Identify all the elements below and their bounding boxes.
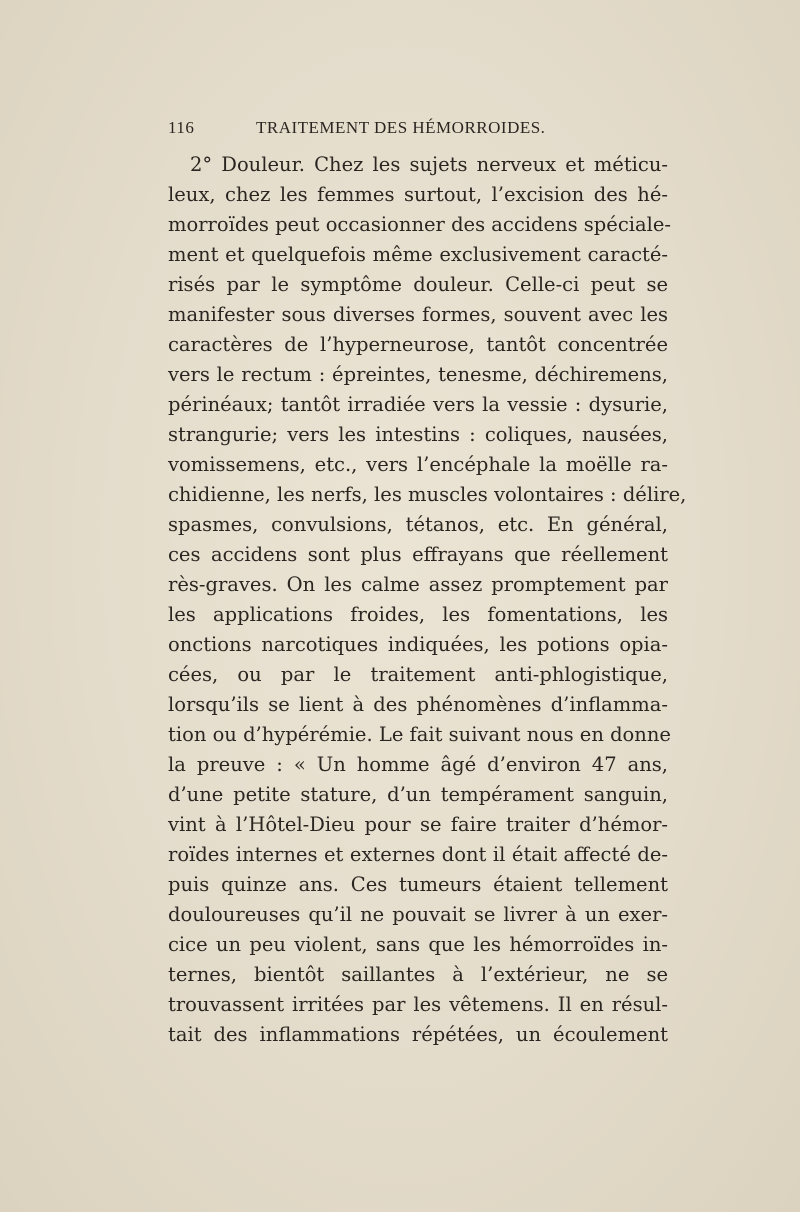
- text-line: onctions narcotiques indiquées, les potions opia-: [168, 633, 668, 656]
- text-line: cice un peu violent, sans que les hémorroïdes in-: [168, 933, 668, 956]
- text-line: tait des inflammations répétées, un écoulement: [168, 1023, 668, 1046]
- text-line: 2° Douleur. Chez les sujets nerveux et méticu-: [190, 153, 668, 176]
- text-line: leux, chez les femmes surtout, l’excision des hé-: [168, 183, 668, 206]
- text-line: puis quinze ans. Ces tumeurs étaient tellement: [168, 873, 668, 896]
- text-line: les applications froides, les fomentations, les: [168, 603, 668, 626]
- text-line: strangurie; vers les intestins : coliques, nausées,: [168, 423, 668, 446]
- text-line: manifester sous diverses formes, souvent avec les: [168, 303, 668, 326]
- text-line: spasmes, convulsions, tétanos, etc. En général,: [168, 513, 668, 536]
- text-line: trouvassent irritées par les vêtemens. Il en résul-: [168, 993, 668, 1016]
- text-line: chidienne, les nerfs, les muscles volontaires : délire,: [168, 483, 687, 506]
- text-line: ment et quelquefois même exclusivement caracté-: [168, 243, 668, 266]
- running-title: TRAITEMENT DES HÉMORROIDES.: [256, 118, 546, 137]
- text-line: lorsqu’ils se lient à des phénomènes d’inflamma-: [168, 693, 668, 716]
- text-line: caractères de l’hyperneurose, tantôt concentrée: [168, 333, 668, 356]
- text-line: rès-graves. On les calme assez promptement par: [168, 573, 668, 596]
- text-line: douloureuses qu’il ne pouvait se livrer à un exer-: [168, 903, 668, 926]
- text-line: roïdes internes et externes dont il était affecté de-: [168, 843, 668, 866]
- text-line: vers le rectum : épreintes, tenesme, déchiremens,: [168, 363, 668, 386]
- text-line: la preuve : « Un homme âgé d’environ 47 ans,: [168, 753, 668, 776]
- text-line: vint à l’Hôtel-Dieu pour se faire traiter d’hémor-: [168, 813, 668, 836]
- text-line: tion ou d’hypérémie. Le fait suivant nous en donne: [168, 723, 671, 746]
- page-number: 116: [168, 118, 195, 137]
- text-line: cées, ou par le traitement anti-phlogistique,: [168, 663, 668, 686]
- text-line: morroïdes peut occasionner des accidens spéciale-: [168, 213, 671, 236]
- text-line: ternes, bientôt saillantes à l’extérieur, ne se: [168, 963, 668, 986]
- page-header: [168, 118, 668, 142]
- body-text: [168, 150, 687, 1050]
- text-line: périnéaux; tantôt irradiée vers la vessie : dysurie,: [168, 393, 668, 416]
- text-line: risés par le symptôme douleur. Celle-ci peut se: [168, 273, 668, 296]
- text-line: ces accidens sont plus effrayans que réellement: [168, 543, 668, 566]
- text-line: d’une petite stature, d’un tempérament sanguin,: [168, 783, 668, 806]
- text-line: vomissemens, etc., vers l’encéphale la moëlle ra-: [168, 453, 668, 476]
